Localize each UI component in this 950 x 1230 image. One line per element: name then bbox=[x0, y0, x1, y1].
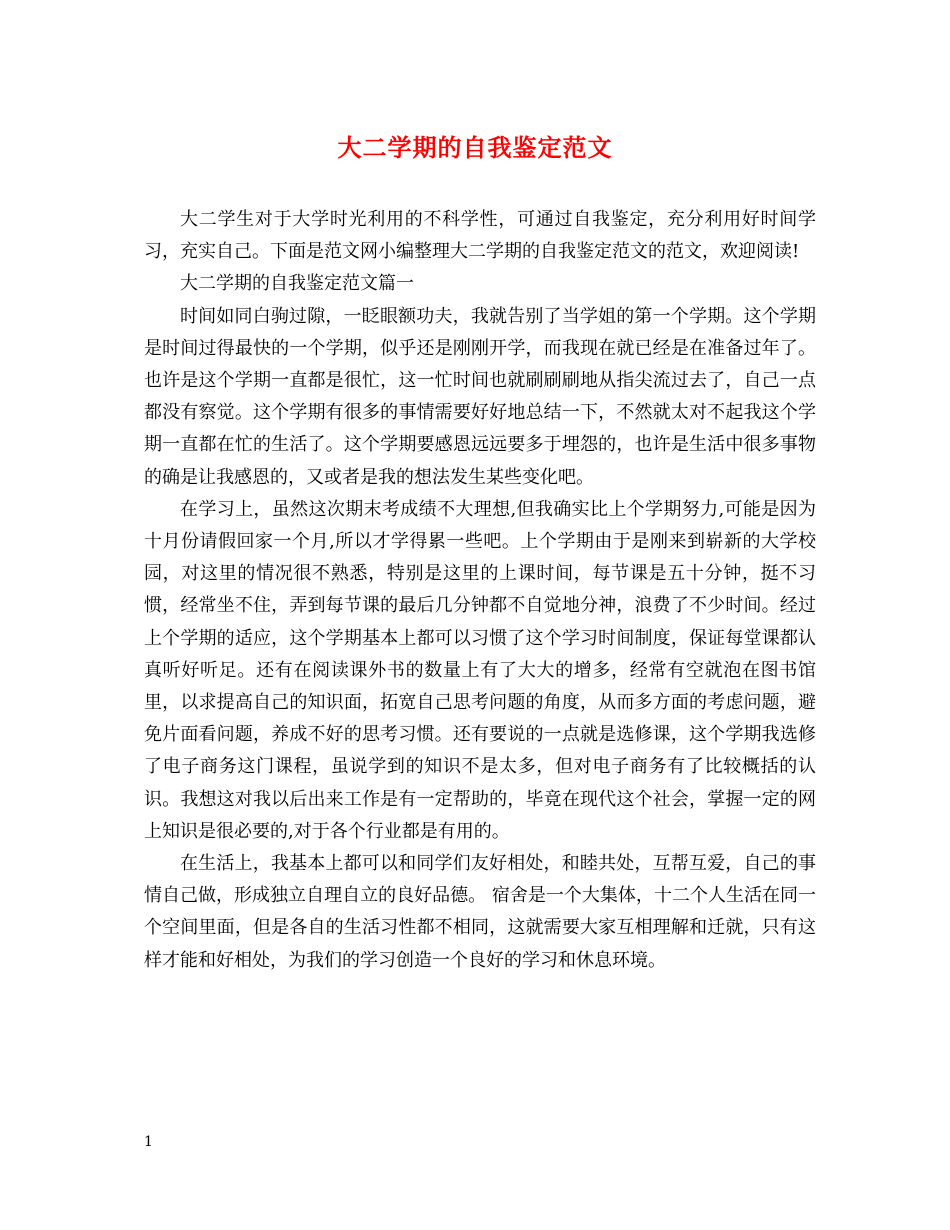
intro-paragraph: 大二学生对于大学时光利用的不科学性，可通过自我鉴定，充分利用好时间学习，充实自己。下面是范文网小编整理大二学期的自我鉴定范文的范文，欢迎阅读! bbox=[144, 209, 816, 263]
document-body bbox=[144, 204, 816, 977]
section-heading: 大二学期的自我鉴定范文篇一 bbox=[180, 273, 414, 295]
document-title: 大二学期的自我鉴定范文 bbox=[337, 133, 613, 162]
page-number: 1 bbox=[144, 1134, 153, 1150]
body-paragraph-2: 在学习上，虽然这次期末考成绩不大理想,但我确实比上个学期努力,可能是因为十月份请假回家一个月,所以才学得累一些吧。上个学期由于是刚来到崭新的大学校园，对这里的情况很不熟悉，特别是这里的上课时间，每节课是五十分钟，挺不习惯，经常坐不住，弄到每节课的最后几分钟都不自觉地分神，浪费了不少时间。经过上个学期的适应，这个学期基本上都可以习惯了这个学习时间制度，保证每堂课都认真听好听足。还有在阅读课外书的数量上有了大大的增多，经常有空就泡在图书馆里，以求提高自己的知识面，拓宽自己思考问题的角度，从而多方面的考虑问题，避免片面看问题，养成不好的思考习惯。还有要说的一点就是选修课，这个学期我选修了电子商务这门课程，虽说学到的知识不是太多，但对电子商务有了比较概括的认识。我想这对我以后出来工作是有一定帮助的，毕竟在现代这个社会，掌握一定的网上知识是很必要的,对于各个行业都是有用的。 bbox=[144, 498, 816, 842]
body-paragraph-3: 在生活上，我基本上都可以和同学们友好相处，和睦共处，互帮互爱，自己的事情自己做，形成独立自理自立的良好品德。 宿舍是一个大集体，十二个人生活在同一个空间里面，但是各自的生活习性都不相同，这就需要大家互相理解和迁就，只有这样才能和好相处，为我们的学习创造一个良好的学习和休息环境。 bbox=[144, 853, 816, 971]
body-paragraph-1: 时间如同白驹过隙，一眨眼额功夫，我就告别了当学姐的第一个学期。这个学期是时间过得最快的一个学期，似乎还是刚刚开学，而我现在就已经是在准备过年了。也许是这个学期一直都是很忙，这一忙时间也就刷刷刷地从指尖流过去了，自己一点都没有察觉。这个学期有很多的事情需要好好地总结一下，不然就太对不起我这个学期一直都在忙的生活了。这个学期要感恩远远要多于埋怨的，也许是生活中很多事物的确是让我感恩的，又或者是我的想法发生某些变化吧。 bbox=[144, 305, 816, 488]
